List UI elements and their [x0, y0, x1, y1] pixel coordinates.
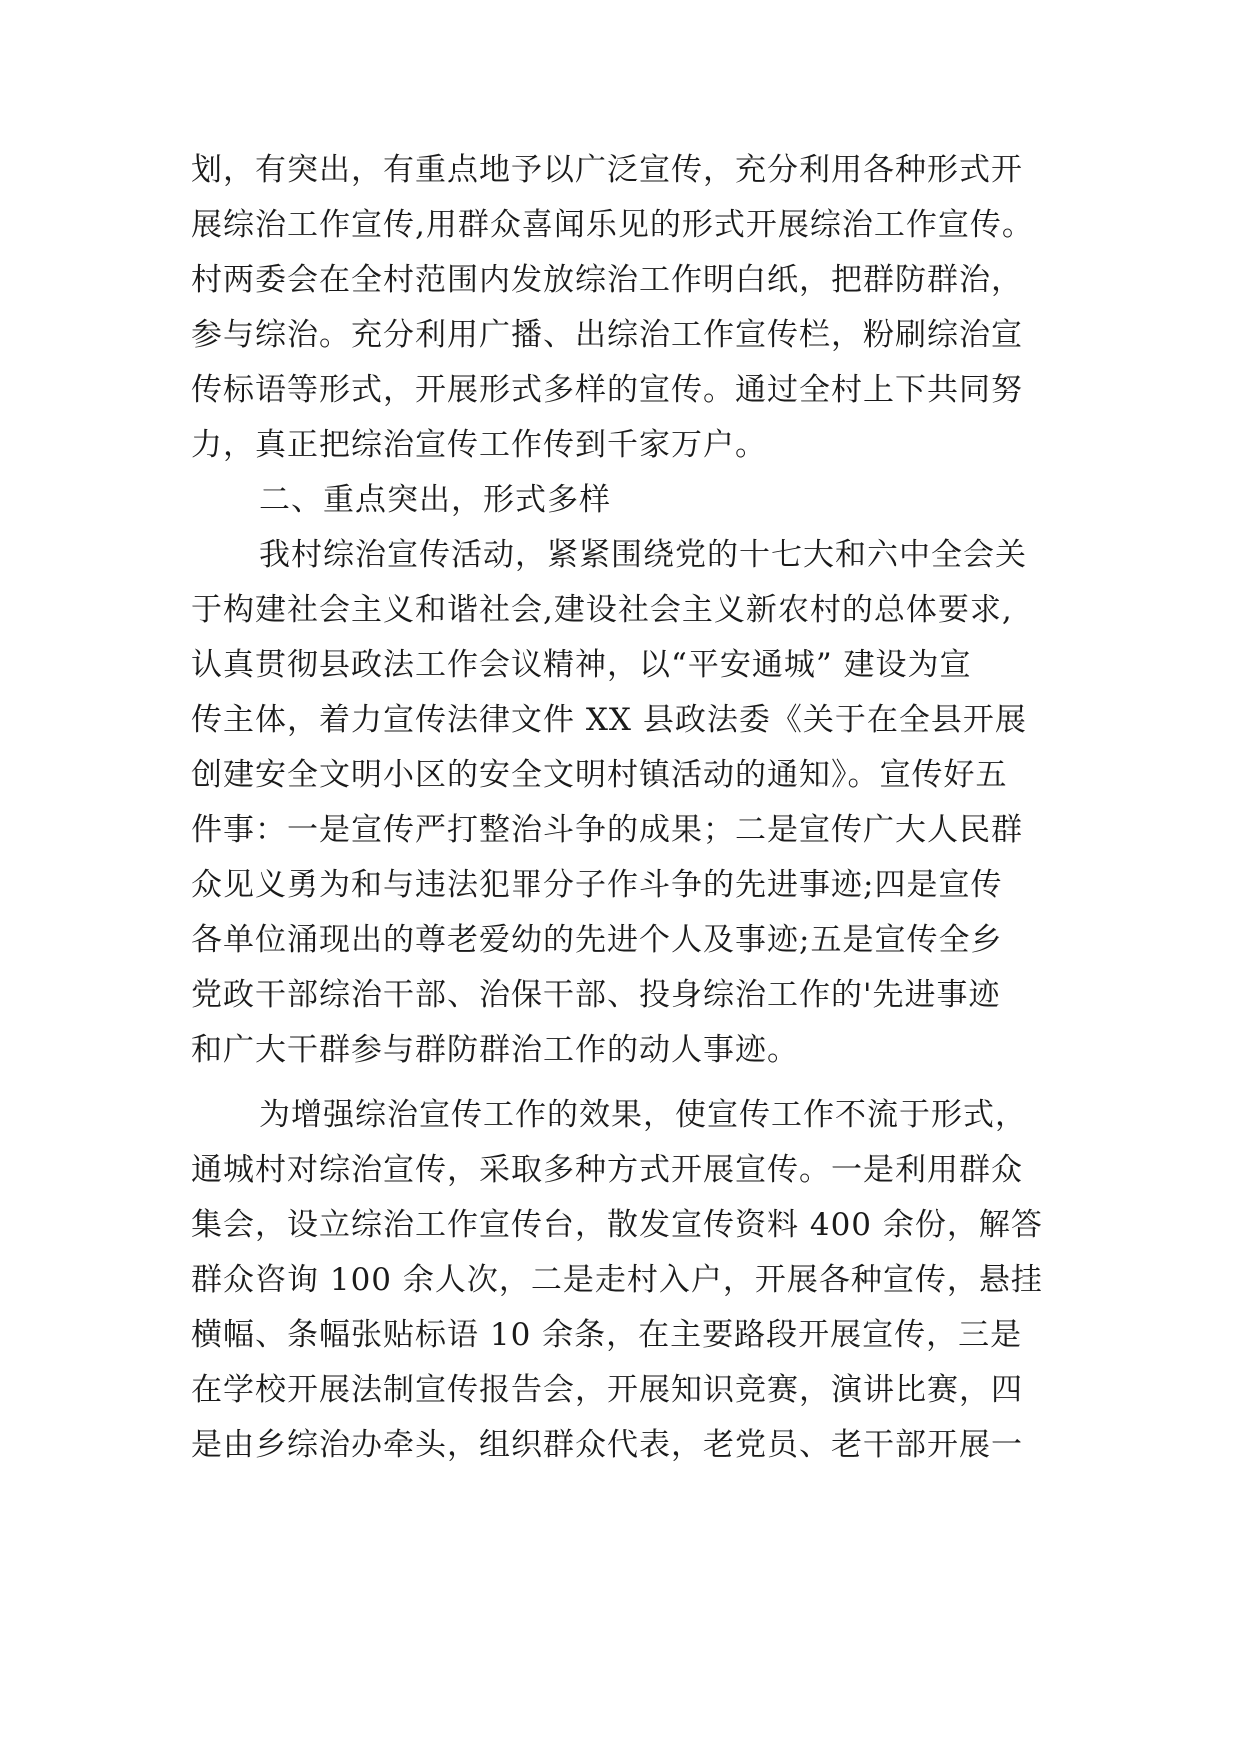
text-line: 划，有突出，有重点地予以广泛宣传，充分利用各种形式开: [191, 152, 1023, 188]
text-line: 众见义勇为和与违法犯罪分子作斗争的先进事迹;四是宣传: [191, 867, 1003, 903]
text-line: 力，真正把综治宣传工作传到千家万户。: [191, 427, 767, 463]
text-line: 群众咨询 100 余人次，二是走村入户，开展各种宣传，悬挂: [191, 1262, 1043, 1298]
text-line: 集会，设立综治工作宣传台，散发宣传资料 400 余份，解答: [191, 1207, 1043, 1243]
text-line: 是由乡综治办牵头，组织群众代表，老党员、老干部开展一: [191, 1427, 1023, 1463]
text-line: 党政干部综治干部、治保干部、投身综治工作的'先进事迹: [191, 977, 1001, 1013]
text-line: 在学校开展法制宣传报告会，开展知识竞赛，演讲比赛，四: [191, 1372, 1023, 1408]
text-line: 认真贯彻县政法工作会议精神，以“平安通城” 建设为宣: [191, 647, 972, 683]
text-line: 为增强综治宣传工作的效果，使宣传工作不流于形式，: [259, 1097, 1027, 1133]
text-line: 各单位涌现出的尊老爱幼的先进个人及事迹;五是宣传全乡: [191, 922, 1003, 958]
text-line: 横幅、条幅张贴标语 10 余条，在主要路段开展宣传，三是: [191, 1317, 1023, 1353]
text-line: 参与综治。充分利用广播、出综治工作宣传栏，粉刷综治宣: [191, 317, 1023, 353]
text-line: 件事：一是宣传严打整治斗争的成果；二是宣传广大人民群: [191, 812, 1023, 848]
text-line: 传标语等形式，开展形式多样的宣传。通过全村上下共同努: [191, 372, 1023, 408]
text-line: 通城村对综治宣传，采取多种方式开展宣传。一是利用群众: [191, 1152, 1023, 1188]
text-line: 于构建社会主义和谐社会,建设社会主义新农村的总体要求,: [191, 592, 1013, 628]
text-line: 传主体，着力宣传法律文件 XX 县政法委《关于在全县开展: [191, 702, 1027, 738]
text-line: 创建安全文明小区的安全文明村镇活动的通知》。宣传好五: [191, 757, 1008, 793]
text-line: 展综治工作宣传,用群众喜闻乐见的形式开展综治工作宣传。: [191, 207, 1034, 243]
text-line: 村两委会在全村范围内发放综治工作明白纸，把群防群治，: [191, 262, 1023, 298]
text-line: 我村综治宣传活动，紧紧围绕党的十七大和六中全会关: [259, 537, 1027, 573]
text-line: 和广大干群参与群防群治工作的动人事迹。: [191, 1032, 799, 1068]
section-heading: 二、重点突出，形式多样: [259, 482, 611, 518]
